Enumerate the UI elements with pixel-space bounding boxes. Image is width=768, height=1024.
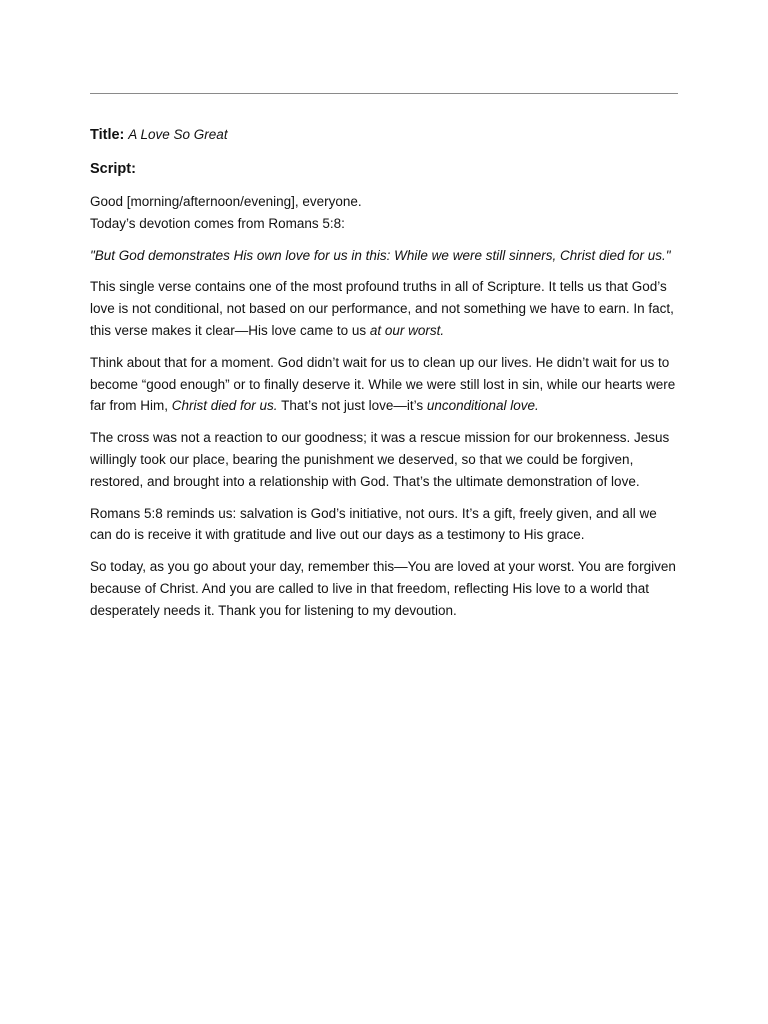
script-label: Script: [90, 161, 136, 177]
paragraph-1-emphasis: at our worst. [369, 322, 445, 338]
paragraph-5: So today, as you go about your day, remember this—You are loved at your worst. You are forgiven because of Christ. And you are called to live in that freedom, reflecting His love to a world that desperately needs it. Thank you for listening to my devoution. [90, 559, 676, 618]
paragraph-3: The cross was not a reaction to our goodness; it was a rescue mission for our brokenness. Jesus willingly took our place, bearing the punishment we deserved, so that we could be forgiven, restored, and brought into a relationship with God. That’s the ultimate demonstration of love. [90, 430, 670, 489]
scripture-quote-text: "But God demonstrates His own love for us in this: While we were still sinners, Christ died for us." [90, 247, 671, 263]
paragraph-2-emphasis-b: unconditional love. [426, 398, 539, 414]
devotion-source-line: Today’s devotion comes from Romans 5:8: [90, 215, 345, 231]
document-page [90, 93, 678, 632]
paragraph-1-text: This single verse contains one of the most profound truths in all of Scripture. It tells us that God’s love is not conditional, not based on our performance, and not something we have to earn. In fact, this verse makes it clear—His love came to us [90, 279, 674, 338]
greeting-line: Good [morning/afternoon/evening], everyone. [90, 194, 362, 209]
title-line [90, 124, 678, 145]
paragraph-2 [90, 352, 678, 417]
paragraph-1 [90, 276, 678, 341]
paragraph-2-text-a: Think about that for a moment. God didn’t wait for us to clean up our lives. He didn’t wait for us to become “good enough” or to finally deserve it. While we were still lost in sin, while our hearts were far from Him, [90, 354, 676, 414]
script-line [90, 159, 678, 179]
paragraph-4: Romans 5:8 reminds us: salvation is God’s initiative, not ours. It’s a gift, freely given, and all we can do is receive it with gratitude and live out our days as a testimony to His grace. [90, 505, 657, 543]
paragraph-2-emphasis-a: Christ died for us. [171, 398, 278, 414]
title-value: A Love So Great [128, 127, 228, 142]
header-rule [90, 93, 678, 94]
title-label: Title: [90, 127, 125, 143]
paragraph-2-text-b: That’s not just love—it’s [277, 398, 427, 414]
scripture-quote [90, 245, 678, 267]
greeting-paragraph [90, 191, 678, 235]
